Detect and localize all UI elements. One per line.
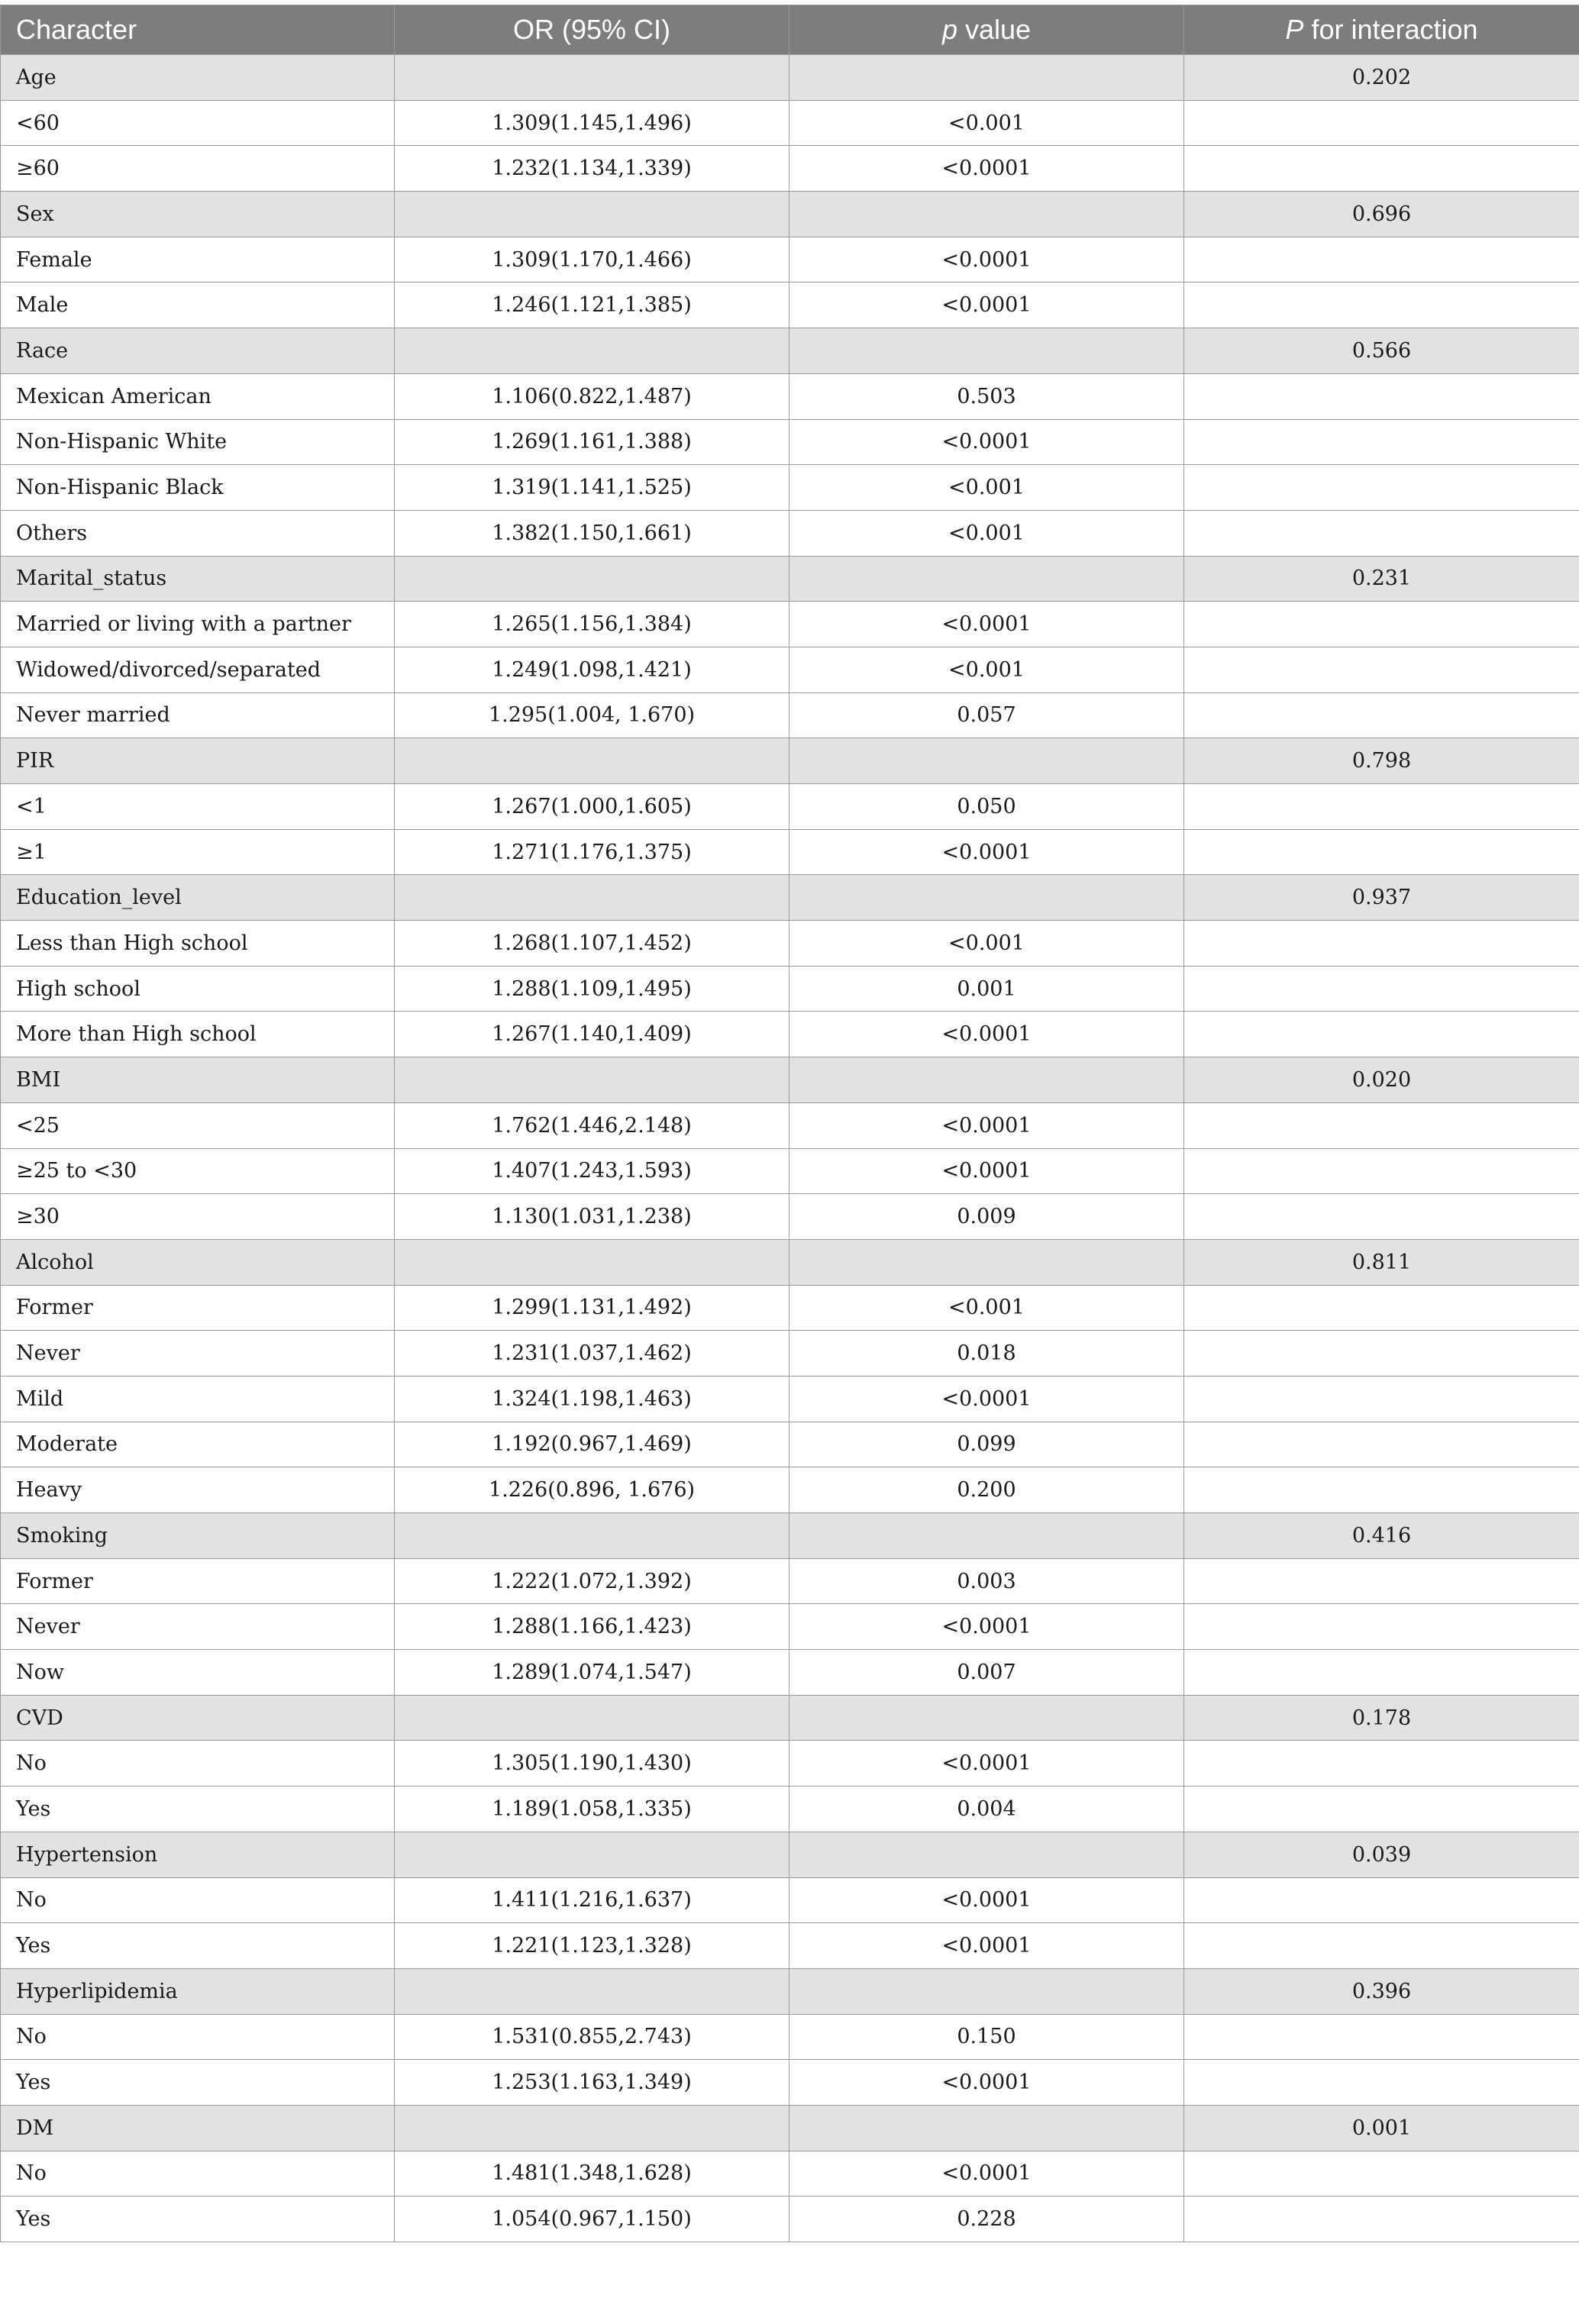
- table-row: [1, 921, 1579, 967]
- cell-character: Less than High school: [1, 921, 395, 967]
- cell-character: Former: [1, 1558, 395, 1604]
- cell-p-interaction: [1184, 419, 1579, 465]
- cell-p-interaction: [1184, 1331, 1579, 1377]
- table-group-row: [1, 1057, 1579, 1103]
- table-group-row: [1, 1968, 1579, 2014]
- cell-p-value: <0.0001: [790, 1877, 1184, 1923]
- cell-p-interaction: [1184, 1194, 1579, 1240]
- cell-or-ci: 1.288(1.166,1.423): [395, 1604, 790, 1650]
- table-group-row: [1, 875, 1579, 921]
- table-row: [1, 2014, 1579, 2060]
- table-group-row: [1, 1239, 1579, 1285]
- cell-or-ci: [395, 55, 790, 101]
- cell-or-ci: [395, 1513, 790, 1559]
- table-group-row: [1, 328, 1579, 374]
- cell-p-value: [790, 556, 1184, 602]
- cell-character: Yes: [1, 2197, 395, 2242]
- table-row: [1, 1650, 1579, 1696]
- table-group-row: [1, 1832, 1579, 1877]
- cell-p-value: <0.0001: [790, 1604, 1184, 1650]
- cell-or-ci: 1.226(0.896, 1.676): [395, 1467, 790, 1513]
- cell-p-interaction: [1184, 921, 1579, 967]
- cell-p-interaction: [1184, 100, 1579, 146]
- cell-p-interaction: [1184, 829, 1579, 875]
- cell-character: Female: [1, 237, 395, 282]
- cell-p-interaction: [1184, 2060, 1579, 2106]
- cell-p-interaction: [1184, 146, 1579, 192]
- cell-or-ci: 1.531(0.855,2.743): [395, 2014, 790, 2060]
- cell-p-value: <0.001: [790, 510, 1184, 556]
- cell-p-interaction: [1184, 373, 1579, 419]
- cell-character: Never: [1, 1331, 395, 1377]
- cell-p-interaction: [1184, 1650, 1579, 1696]
- cell-or-ci: [395, 738, 790, 784]
- cell-p-interaction: [1184, 1148, 1579, 1194]
- cell-or-ci: 1.130(1.031,1.238): [395, 1194, 790, 1240]
- table-row: [1, 2197, 1579, 2242]
- cell-p-value: 0.004: [790, 1787, 1184, 1832]
- table-row: [1, 1376, 1579, 1422]
- cell-p-value: <0.0001: [790, 602, 1184, 647]
- table-group-row: [1, 2105, 1579, 2151]
- cell-or-ci: 1.268(1.107,1.452): [395, 921, 790, 967]
- cell-p-interaction: [1184, 2151, 1579, 2197]
- cell-p-value: <0.0001: [790, 1102, 1184, 1148]
- table-row: [1, 1923, 1579, 1969]
- cell-p-value: 0.099: [790, 1422, 1184, 1467]
- cell-p-interaction: [1184, 510, 1579, 556]
- cell-p-value: 0.018: [790, 1331, 1184, 1377]
- cell-character: Married or living with a partner: [1, 602, 395, 647]
- cell-p-value: 0.503: [790, 373, 1184, 419]
- cell-p-value: [790, 875, 1184, 921]
- cell-p-value: 0.228: [790, 2197, 1184, 2242]
- cell-p-interaction: 0.178: [1184, 1695, 1579, 1741]
- cell-p-value: [790, 1968, 1184, 2014]
- cell-p-value: <0.0001: [790, 2060, 1184, 2106]
- cell-or-ci: 1.382(1.150,1.661): [395, 510, 790, 556]
- cell-p-interaction: [1184, 2014, 1579, 2060]
- table-row: [1, 465, 1579, 511]
- cell-or-ci: 1.189(1.058,1.335): [395, 1787, 790, 1832]
- table-row: [1, 282, 1579, 328]
- cell-p-value: <0.001: [790, 1285, 1184, 1331]
- table-body: [1, 55, 1579, 2242]
- table-group-row: [1, 556, 1579, 602]
- cell-or-ci: [395, 1695, 790, 1741]
- header-p-rest: value: [957, 14, 1032, 45]
- table-row: [1, 692, 1579, 738]
- cell-p-value: [790, 192, 1184, 237]
- cell-p-interaction: [1184, 1787, 1579, 1832]
- cell-p-interaction: 0.020: [1184, 1057, 1579, 1103]
- table-row: [1, 2060, 1579, 2106]
- cell-p-interaction: 0.566: [1184, 328, 1579, 374]
- cell-p-interaction: [1184, 1558, 1579, 1604]
- cell-p-interaction: 0.696: [1184, 192, 1579, 237]
- cell-p-interaction: 0.039: [1184, 1832, 1579, 1877]
- cell-character: BMI: [1, 1057, 395, 1103]
- table-group-row: [1, 192, 1579, 237]
- cell-p-interaction: [1184, 1376, 1579, 1422]
- table-row: [1, 829, 1579, 875]
- cell-p-value: 0.007: [790, 1650, 1184, 1696]
- table-row: [1, 966, 1579, 1012]
- cell-character: Never: [1, 1604, 395, 1650]
- cell-or-ci: 1.231(1.037,1.462): [395, 1331, 790, 1377]
- cell-character: Yes: [1, 1923, 395, 1969]
- cell-or-ci: 1.221(1.123,1.328): [395, 1923, 790, 1969]
- cell-p-interaction: [1184, 1741, 1579, 1787]
- cell-or-ci: 1.309(1.145,1.496): [395, 100, 790, 146]
- cell-character: Moderate: [1, 1422, 395, 1467]
- cell-character: DM: [1, 2105, 395, 2151]
- cell-p-value: 0.009: [790, 1194, 1184, 1240]
- cell-character: Hyperlipidemia: [1, 1968, 395, 2014]
- cell-or-ci: 1.246(1.121,1.385): [395, 282, 790, 328]
- cell-or-ci: 1.481(1.348,1.628): [395, 2151, 790, 2197]
- table-row: [1, 1422, 1579, 1467]
- table-header: [1, 5, 1579, 55]
- table-row: [1, 146, 1579, 192]
- cell-or-ci: [395, 192, 790, 237]
- cell-or-ci: [395, 1057, 790, 1103]
- cell-or-ci: 1.288(1.109,1.495): [395, 966, 790, 1012]
- cell-or-ci: 1.253(1.163,1.349): [395, 2060, 790, 2106]
- cell-or-ci: 1.295(1.004, 1.670): [395, 692, 790, 738]
- cell-p-interaction: 0.416: [1184, 1513, 1579, 1559]
- cell-or-ci: 1.271(1.176,1.375): [395, 829, 790, 875]
- cell-p-interaction: [1184, 465, 1579, 511]
- cell-or-ci: 1.267(1.000,1.605): [395, 784, 790, 830]
- cell-character: No: [1, 1877, 395, 1923]
- cell-character: High school: [1, 966, 395, 1012]
- header-p-italic: p: [941, 14, 957, 45]
- cell-character: Never married: [1, 692, 395, 738]
- cell-p-value: [790, 738, 1184, 784]
- cell-p-interaction: [1184, 602, 1579, 647]
- cell-p-value: [790, 1057, 1184, 1103]
- cell-character: Mild: [1, 1376, 395, 1422]
- cell-p-value: <0.0001: [790, 237, 1184, 282]
- cell-character: ≥25 to <30: [1, 1148, 395, 1194]
- cell-or-ci: 1.309(1.170,1.466): [395, 237, 790, 282]
- cell-p-value: 0.057: [790, 692, 1184, 738]
- table-row: [1, 647, 1579, 692]
- cell-character: Now: [1, 1650, 395, 1696]
- cell-character: CVD: [1, 1695, 395, 1741]
- cell-p-value: <0.001: [790, 921, 1184, 967]
- cell-character: ≥60: [1, 146, 395, 192]
- table-row: [1, 373, 1579, 419]
- cell-or-ci: 1.265(1.156,1.384): [395, 602, 790, 647]
- cell-or-ci: [395, 556, 790, 602]
- cell-character: Widowed/divorced/separated: [1, 647, 395, 692]
- cell-p-value: <0.0001: [790, 1376, 1184, 1422]
- cell-or-ci: 1.222(1.072,1.392): [395, 1558, 790, 1604]
- cell-p-interaction: [1184, 1923, 1579, 1969]
- cell-p-interaction: [1184, 966, 1579, 1012]
- cell-or-ci: 1.106(0.822,1.487): [395, 373, 790, 419]
- subgroup-analysis-table: [0, 5, 1579, 2242]
- cell-p-value: <0.0001: [790, 1923, 1184, 1969]
- table-row: [1, 1877, 1579, 1923]
- cell-p-value: <0.0001: [790, 146, 1184, 192]
- cell-p-interaction: 0.202: [1184, 55, 1579, 101]
- cell-p-value: [790, 1695, 1184, 1741]
- cell-p-value: 0.050: [790, 784, 1184, 830]
- cell-p-interaction: 0.937: [1184, 875, 1579, 921]
- cell-character: Others: [1, 510, 395, 556]
- cell-character: No: [1, 2151, 395, 2197]
- cell-p-value: [790, 2105, 1184, 2151]
- cell-p-interaction: [1184, 1285, 1579, 1331]
- header-or-ci: OR (95% CI): [395, 5, 790, 55]
- cell-character: Former: [1, 1285, 395, 1331]
- cell-or-ci: 1.054(0.967,1.150): [395, 2197, 790, 2242]
- cell-p-interaction: 0.231: [1184, 556, 1579, 602]
- cell-p-value: <0.001: [790, 100, 1184, 146]
- table-group-row: [1, 1695, 1579, 1741]
- cell-character: Alcohol: [1, 1239, 395, 1285]
- cell-p-interaction: [1184, 237, 1579, 282]
- cell-p-value: <0.0001: [790, 419, 1184, 465]
- cell-p-interaction: [1184, 1877, 1579, 1923]
- cell-or-ci: 1.249(1.098,1.421): [395, 647, 790, 692]
- header-p-interaction: [1184, 5, 1579, 55]
- cell-or-ci: 1.305(1.190,1.430): [395, 1741, 790, 1787]
- table-row: [1, 419, 1579, 465]
- cell-or-ci: [395, 1968, 790, 2014]
- table-group-row: [1, 1513, 1579, 1559]
- cell-or-ci: 1.267(1.140,1.409): [395, 1012, 790, 1057]
- cell-character: Male: [1, 282, 395, 328]
- cell-p-interaction: 0.811: [1184, 1239, 1579, 1285]
- cell-or-ci: 1.319(1.141,1.525): [395, 465, 790, 511]
- table-row: [1, 1467, 1579, 1513]
- cell-p-interaction: [1184, 282, 1579, 328]
- cell-p-interaction: 0.396: [1184, 1968, 1579, 2014]
- cell-or-ci: [395, 1239, 790, 1285]
- cell-p-interaction: [1184, 1102, 1579, 1148]
- cell-character: Marital_status: [1, 556, 395, 602]
- cell-p-value: [790, 328, 1184, 374]
- cell-character: More than High school: [1, 1012, 395, 1057]
- cell-character: Education_level: [1, 875, 395, 921]
- cell-character: Non-Hispanic White: [1, 419, 395, 465]
- cell-p-interaction: [1184, 1467, 1579, 1513]
- cell-character: <25: [1, 1102, 395, 1148]
- cell-character: Sex: [1, 192, 395, 237]
- cell-character: <1: [1, 784, 395, 830]
- header-character: Character: [1, 5, 395, 55]
- cell-character: Smoking: [1, 1513, 395, 1559]
- cell-p-interaction: [1184, 692, 1579, 738]
- cell-p-interaction: [1184, 1012, 1579, 1057]
- cell-or-ci: 1.232(1.134,1.339): [395, 146, 790, 192]
- cell-or-ci: 1.762(1.446,2.148): [395, 1102, 790, 1148]
- table-row: [1, 1012, 1579, 1057]
- cell-character: Age: [1, 55, 395, 101]
- cell-p-value: 0.200: [790, 1467, 1184, 1513]
- cell-p-value: <0.001: [790, 647, 1184, 692]
- cell-p-value: [790, 1832, 1184, 1877]
- table-row: [1, 1604, 1579, 1650]
- cell-character: No: [1, 1741, 395, 1787]
- cell-p-interaction: 0.798: [1184, 738, 1579, 784]
- table-row: [1, 1148, 1579, 1194]
- table-group-row: [1, 55, 1579, 101]
- cell-or-ci: [395, 875, 790, 921]
- cell-character: ≥30: [1, 1194, 395, 1240]
- table-row: [1, 2151, 1579, 2197]
- cell-p-interaction: [1184, 1604, 1579, 1650]
- table-row: [1, 237, 1579, 282]
- header-row: [1, 5, 1579, 55]
- cell-character: Yes: [1, 2060, 395, 2106]
- cell-p-value: <0.0001: [790, 2151, 1184, 2197]
- header-p-value: [790, 5, 1184, 55]
- cell-character: <60: [1, 100, 395, 146]
- cell-p-value: [790, 1513, 1184, 1559]
- table-row: [1, 1558, 1579, 1604]
- cell-p-value: 0.003: [790, 1558, 1184, 1604]
- cell-p-interaction: [1184, 1422, 1579, 1467]
- table-row: [1, 1194, 1579, 1240]
- cell-or-ci: 1.407(1.243,1.593): [395, 1148, 790, 1194]
- cell-character: Non-Hispanic Black: [1, 465, 395, 511]
- table-row: [1, 1787, 1579, 1832]
- header-interaction-italic: P: [1285, 14, 1304, 45]
- table-row: [1, 602, 1579, 647]
- cell-character: Heavy: [1, 1467, 395, 1513]
- cell-p-value: 0.150: [790, 2014, 1184, 2060]
- cell-p-interaction: [1184, 784, 1579, 830]
- cell-character: Yes: [1, 1787, 395, 1832]
- table-group-row: [1, 738, 1579, 784]
- table-row: [1, 1331, 1579, 1377]
- cell-character: ≥1: [1, 829, 395, 875]
- cell-or-ci: 1.269(1.161,1.388): [395, 419, 790, 465]
- cell-character: Race: [1, 328, 395, 374]
- cell-or-ci: [395, 328, 790, 374]
- cell-p-interaction: [1184, 647, 1579, 692]
- cell-p-value: <0.0001: [790, 1148, 1184, 1194]
- cell-or-ci: 1.192(0.967,1.469): [395, 1422, 790, 1467]
- cell-p-value: [790, 55, 1184, 101]
- cell-p-value: <0.0001: [790, 829, 1184, 875]
- cell-or-ci: [395, 1832, 790, 1877]
- cell-or-ci: 1.324(1.198,1.463): [395, 1376, 790, 1422]
- header-interaction-rest: for interaction: [1303, 14, 1478, 45]
- cell-or-ci: 1.299(1.131,1.492): [395, 1285, 790, 1331]
- table-row: [1, 784, 1579, 830]
- cell-or-ci: 1.289(1.074,1.547): [395, 1650, 790, 1696]
- cell-p-interaction: [1184, 2197, 1579, 2242]
- cell-character: No: [1, 2014, 395, 2060]
- cell-p-value: 0.001: [790, 966, 1184, 1012]
- cell-p-interaction: 0.001: [1184, 2105, 1579, 2151]
- cell-p-value: <0.001: [790, 465, 1184, 511]
- cell-character: Mexican American: [1, 373, 395, 419]
- cell-p-value: <0.0001: [790, 282, 1184, 328]
- cell-p-value: <0.0001: [790, 1012, 1184, 1057]
- table-container: [0, 5, 1579, 2242]
- table-row: [1, 1741, 1579, 1787]
- cell-or-ci: 1.411(1.216,1.637): [395, 1877, 790, 1923]
- table-row: [1, 1285, 1579, 1331]
- cell-character: PIR: [1, 738, 395, 784]
- cell-or-ci: [395, 2105, 790, 2151]
- cell-p-value: <0.0001: [790, 1741, 1184, 1787]
- table-row: [1, 100, 1579, 146]
- table-row: [1, 1102, 1579, 1148]
- table-row: [1, 510, 1579, 556]
- cell-character: Hypertension: [1, 1832, 395, 1877]
- cell-p-value: [790, 1239, 1184, 1285]
